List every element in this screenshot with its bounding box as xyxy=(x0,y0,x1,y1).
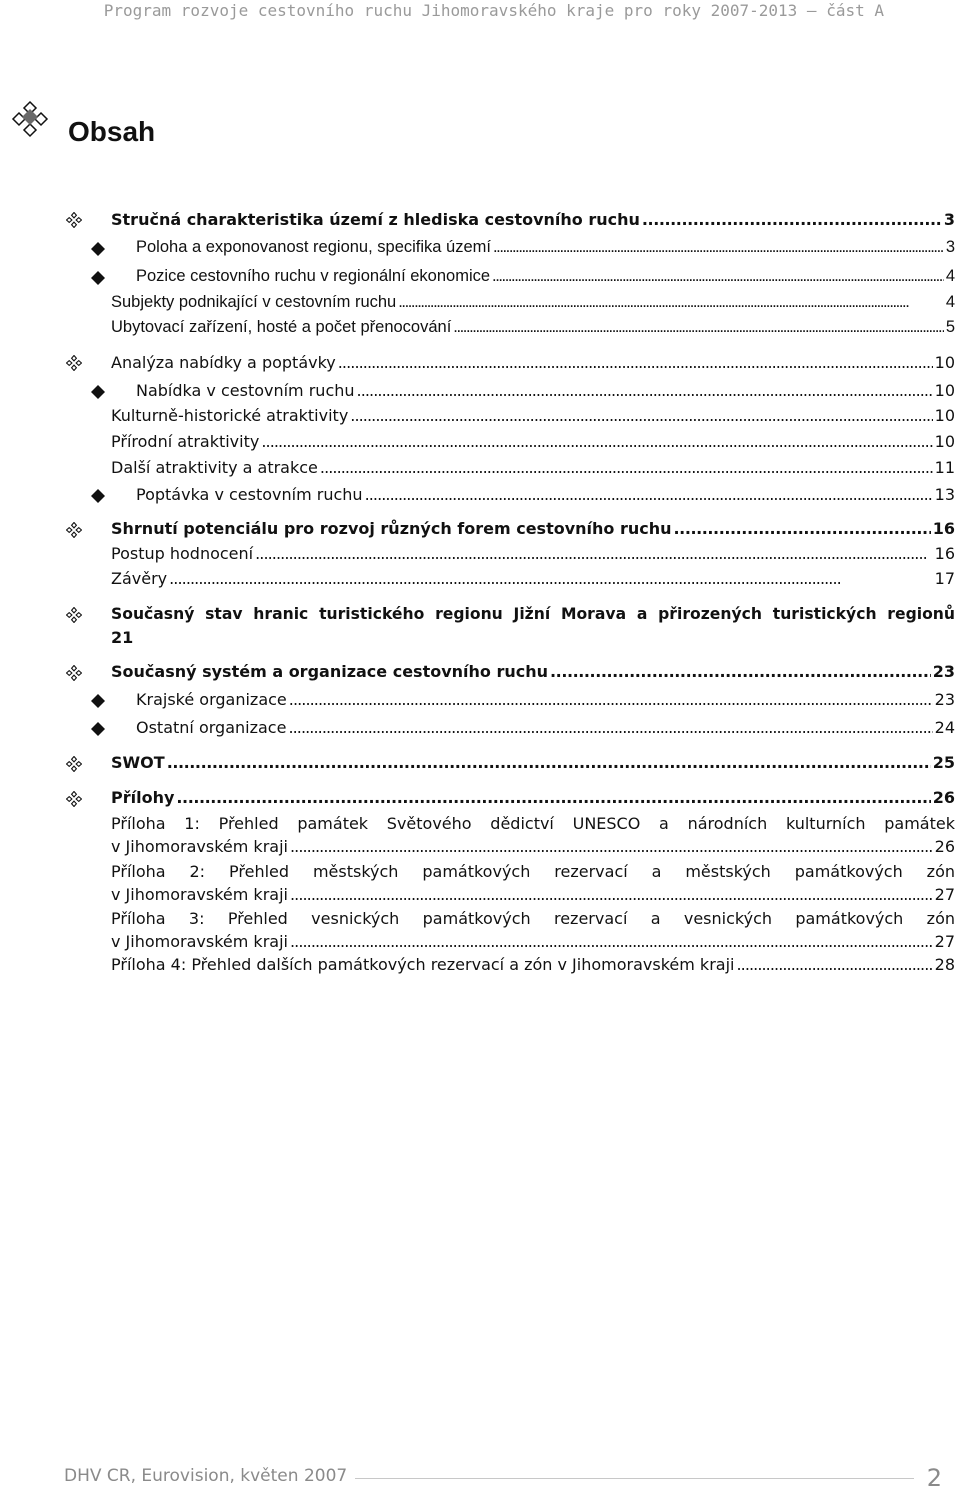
toc-entry-label: SWOT xyxy=(111,753,165,772)
toc-entry[interactable] xyxy=(136,718,955,744)
toc-entry[interactable] xyxy=(136,381,955,407)
toc-entry-page: 24 xyxy=(934,718,955,737)
quad-diamond-icon xyxy=(8,100,52,144)
toc-entry[interactable] xyxy=(136,238,955,264)
toc-entry[interactable] xyxy=(111,955,955,981)
toc-entry-page: 23 xyxy=(934,690,955,709)
toc-entry[interactable] xyxy=(111,753,955,779)
toc-entry-page: 28 xyxy=(934,955,955,974)
quad-diamond-bullet-icon xyxy=(66,756,82,772)
toc-entry[interactable] xyxy=(111,293,955,319)
toc-entry-label: Postup hodnocení xyxy=(111,544,254,563)
toc-entry-label: Poloha a exponovanost regionu, specifika území xyxy=(136,238,491,256)
toc-entry-page: 21 xyxy=(111,628,134,647)
page-number: 2 xyxy=(926,1464,942,1492)
toc-entry-page: 4 xyxy=(945,293,955,311)
toc-entry-label: Další atraktivity a atrakce xyxy=(111,458,318,477)
toc-entry-page: 27 xyxy=(934,932,955,951)
toc-entry[interactable] xyxy=(111,907,955,953)
toc-entry[interactable] xyxy=(136,485,955,511)
toc-entry-label: Přírodní atraktivity xyxy=(111,432,260,451)
toc-entry[interactable] xyxy=(111,662,955,688)
running-header: Program rozvoje cestovního ruchu Jihomoravského kraje pro roky 2007-2013 – část A xyxy=(103,1,884,20)
toc-entry[interactable] xyxy=(111,860,955,906)
toc-entry[interactable] xyxy=(111,458,955,484)
toc-entry-label-cont: v Jihomoravském kraji xyxy=(111,837,288,856)
toc-entry-label: Shrnutí potenciálu pro rozvoj různých forem cestovního ruchu xyxy=(111,519,672,538)
solid-diamond-bullet-icon xyxy=(90,270,106,286)
toc-entry-page: 10 xyxy=(934,381,955,400)
toc-entry-label: Krajské organizace xyxy=(136,690,287,709)
solid-diamond-bullet-icon xyxy=(90,488,106,504)
toc-entry-label: Subjekty podnikající v cestovním ruchu xyxy=(111,293,397,311)
quad-diamond-bullet-icon xyxy=(66,665,82,681)
toc-entry-page: 25 xyxy=(932,753,955,772)
toc-entry[interactable] xyxy=(136,267,955,293)
quad-diamond-bullet-icon xyxy=(66,355,82,371)
toc-entry-label: Ubytovací zařízení, hosté a počet přenocování xyxy=(111,318,452,336)
toc-entry-label: Nabídka v cestovním ruchu xyxy=(136,381,355,400)
toc-entry-label-cont: v Jihomoravském kraji xyxy=(111,932,288,951)
toc-entry-page: 10 xyxy=(934,406,955,425)
toc-entry-label: Analýza nabídky a poptávky xyxy=(111,353,336,372)
toc-entry-page: 5 xyxy=(945,318,955,336)
toc-entry-label: Současný systém a organizace cestovního ruchu xyxy=(111,662,549,681)
toc-entry-page: 3 xyxy=(945,238,955,256)
toc-entry-label-cont: v Jihomoravském kraji xyxy=(111,885,288,904)
toc-entry-label: Příloha 2: Přehled městských památkových rezervací a městských památkových zón xyxy=(111,862,955,881)
toc-entry-page: 26 xyxy=(932,788,955,807)
toc-entry[interactable] xyxy=(111,788,955,814)
solid-diamond-bullet-icon xyxy=(90,721,106,737)
solid-diamond-bullet-icon xyxy=(90,241,106,257)
quad-diamond-bullet-icon xyxy=(66,212,82,228)
toc-entry-page: 11 xyxy=(934,458,955,477)
page-title: Obsah xyxy=(68,116,156,147)
toc-entry-label: Pozice cestovního ruchu v regionální ekonomice xyxy=(136,267,491,285)
quad-diamond-bullet-icon xyxy=(66,522,82,538)
toc-entry[interactable] xyxy=(111,569,955,595)
toc-entry-label: Příloha 3: Přehled vesnických památkových rezervací a vesnických památkových zón xyxy=(111,909,955,928)
toc-entry-label: Stručná charakteristika území z hlediska cestovního ruchu xyxy=(111,210,640,229)
toc-entry-page: 27 xyxy=(934,885,955,904)
toc-entry[interactable] xyxy=(111,519,955,545)
toc-entry[interactable] xyxy=(111,210,955,236)
toc-entry-label: Příloha 4: Přehled dalších památkových rezervací a zón v Jihomoravském kraji xyxy=(111,955,735,974)
toc-entry[interactable] xyxy=(111,353,955,379)
toc-entry[interactable] xyxy=(111,318,955,344)
toc-entry-page: 16 xyxy=(934,544,955,563)
quad-diamond-bullet-icon xyxy=(66,607,82,623)
footer-text: DHV CR, Eurovision, květen 2007 xyxy=(64,1466,355,1486)
solid-diamond-bullet-icon xyxy=(90,384,106,400)
toc-entry-page: 17 xyxy=(934,569,955,588)
toc-entry-label: Přílohy xyxy=(111,788,175,807)
toc-entry[interactable] xyxy=(136,690,955,716)
toc-entry-page: 4 xyxy=(945,267,955,285)
toc-entry-label: Kulturně-historické atraktivity xyxy=(111,406,349,425)
toc-entry-page: 26 xyxy=(934,837,955,856)
toc-entry-page: 3 xyxy=(943,210,955,229)
toc-entry-label: Současný stav hranic turistického regionu Jižní Morava a přirozených turistických regionů xyxy=(111,605,955,623)
toc-entry[interactable] xyxy=(111,432,955,458)
toc-entry-page: 10 xyxy=(934,353,955,372)
toc-entry[interactable] xyxy=(111,544,955,570)
toc-entry-label: Ostatní organizace xyxy=(136,718,287,737)
toc-entry[interactable] xyxy=(111,406,955,432)
toc-entry-page: 10 xyxy=(934,432,955,451)
solid-diamond-bullet-icon xyxy=(90,693,106,709)
toc-entry-page: 16 xyxy=(932,519,955,538)
toc-entry-page: 23 xyxy=(932,662,955,681)
quad-diamond-bullet-icon xyxy=(66,791,82,807)
toc-entry-label: Poptávka v cestovním ruchu xyxy=(136,485,363,504)
toc-entry-label: Příloha 1: Přehled památek Světového dědictví UNESCO a národních kulturních památek xyxy=(111,814,955,833)
toc-entry-page: 13 xyxy=(934,485,955,504)
toc-entry-label: Závěry xyxy=(111,569,168,588)
toc-entry[interactable] xyxy=(111,812,955,858)
toc-entry[interactable] xyxy=(111,603,955,649)
